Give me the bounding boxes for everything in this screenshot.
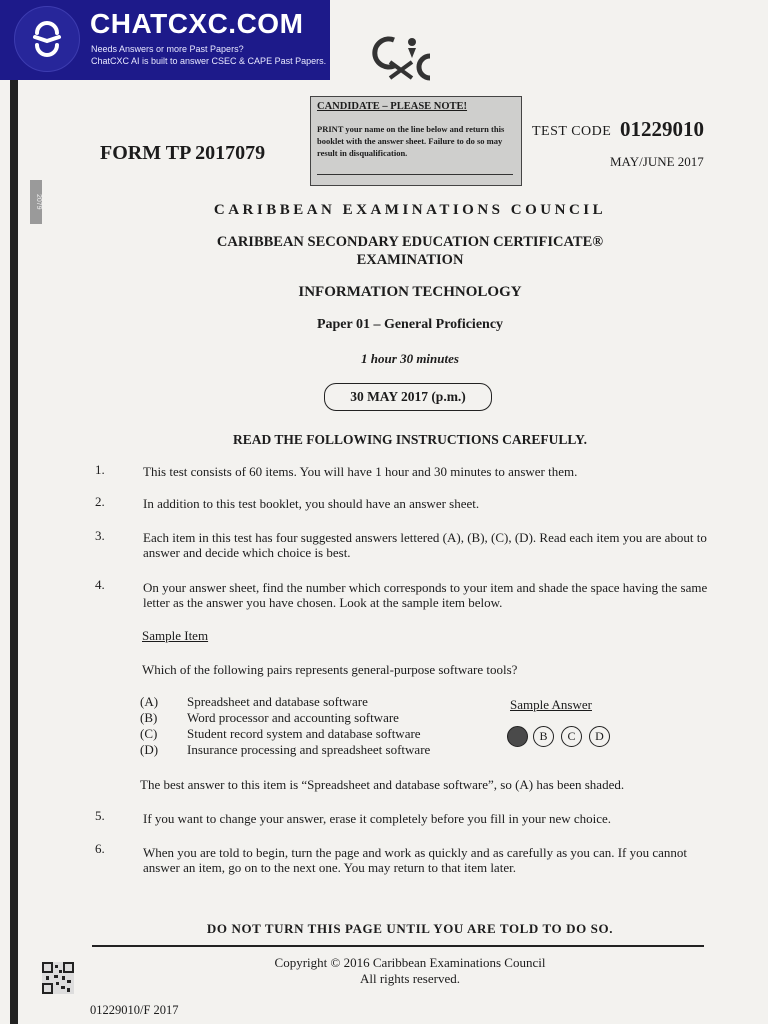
- best-answer-explanation: The best answer to this item is “Spreadsheet and database software”, so (A) has been shaded.: [140, 777, 625, 792]
- option-text: Word processor and accounting software: [187, 710, 399, 725]
- instruction-text: Each item in this test has four suggested answers lettered (A), (B), (C), (D). Read each item you are about to answer and decide which choice is best.: [143, 530, 707, 560]
- instruction-text: When you are told to begin, turn the page and work as quickly and as carefully as you can. If you cannot answer an item, go on to the next one. You may return to that item later.: [143, 845, 688, 875]
- form-number: FORM TP 2017079: [100, 142, 266, 164]
- instruction-number: 5.: [95, 808, 105, 823]
- option-letter: (C): [140, 726, 158, 741]
- cxc-emblem-icon: [372, 32, 440, 84]
- qr-code-icon: [42, 962, 74, 994]
- exam-session: MAY/JUNE 2017: [610, 154, 704, 169]
- exam-date-badge: 30 MAY 2017 (p.m.): [324, 383, 492, 411]
- instructions-heading: READ THE FOLLOWING INSTRUCTIONS CAREFULLY.: [233, 432, 587, 447]
- chatcxc-banner[interactable]: [0, 0, 330, 80]
- option-text: Student record system and database software: [187, 726, 421, 741]
- candidate-note-box: [310, 96, 522, 186]
- instruction-number: 1.: [95, 462, 105, 477]
- instruction-number: 2.: [95, 494, 105, 509]
- instruction-number: 6.: [95, 841, 105, 856]
- banner-tagline: Needs Answers or more Past Papers?: [91, 44, 244, 54]
- test-code-value: 01229010: [620, 117, 704, 141]
- instruction-number: 3.: [95, 528, 105, 543]
- instruction-text: This test consists of 60 items. You will have 1 hour and 30 minutes to answer them.: [143, 464, 578, 479]
- instruction-text: If you want to change your answer, erase it completely before you fill in your new choice.: [143, 811, 612, 826]
- option-text: Insurance processing and spreadsheet software: [187, 742, 431, 757]
- test-code-label: TEST CODE: [532, 124, 612, 139]
- option-text: Spreadsheet and database software: [187, 694, 368, 709]
- instruction-text: In addition to this test booklet, you should have an answer sheet.: [143, 496, 480, 511]
- document-code: 01229010/F 2017: [90, 1003, 179, 1017]
- certificate-heading: CARIBBEAN SECONDARY EDUCATION CERTIFICATE®: [216, 234, 604, 250]
- paper-title: Paper 01 – General Proficiency: [316, 317, 504, 332]
- option-letter: (A): [140, 694, 159, 709]
- note-text: PRINT your name on the line below and return this booklet with the answer sheet. Failure to do so may result in disqualification.: [317, 124, 505, 158]
- banner-title: CHATCXC.COM: [90, 8, 304, 39]
- sample-item-title: Sample Item: [142, 628, 209, 643]
- answer-bubble-a-shaded: [507, 726, 528, 747]
- do-not-turn-warning: DO NOT TURN THIS PAGE UNTIL YOU ARE TOLD TO DO SO.: [206, 921, 614, 936]
- rights-reserved: All rights reserved.: [359, 971, 460, 986]
- answer-bubble-c: C: [561, 726, 582, 747]
- answer-bubble-d: D: [589, 726, 610, 747]
- sample-question: Which of the following pairs represents general-purpose software tools?: [142, 662, 518, 677]
- examination-heading: EXAMINATION: [356, 252, 464, 268]
- option-letter: (D): [140, 742, 159, 757]
- banner-subtagline: ChatCXC AI is built to answer CSEC & CAPE Past Papers.: [91, 56, 327, 66]
- option-letter: (B): [140, 710, 158, 725]
- answer-bubble-b: B: [533, 726, 554, 747]
- copyright-notice: Copyright © 2016 Caribbean Examinations Council: [274, 955, 546, 970]
- chatcxc-logo-icon: [14, 6, 80, 72]
- footer-divider: [92, 945, 704, 947]
- exam-duration: 1 hour 30 minutes: [361, 351, 459, 366]
- name-entry-line[interactable]: [317, 174, 513, 175]
- margin-tag: 2079: [30, 180, 42, 224]
- instruction-number: 4.: [95, 577, 105, 592]
- council-heading: CARIBBEAN EXAMINATIONS COUNCIL: [213, 202, 607, 218]
- subject-heading: INFORMATION TECHNOLOGY: [298, 284, 522, 300]
- binding-strip: [10, 80, 18, 1024]
- note-title: CANDIDATE – PLEASE NOTE!: [317, 101, 468, 112]
- sample-answer-label: Sample Answer: [510, 697, 592, 712]
- instruction-text: On your answer sheet, find the number which corresponds to your item and shade the space having the same letter as the answer you have chosen. Look at the sample item below.: [143, 580, 708, 610]
